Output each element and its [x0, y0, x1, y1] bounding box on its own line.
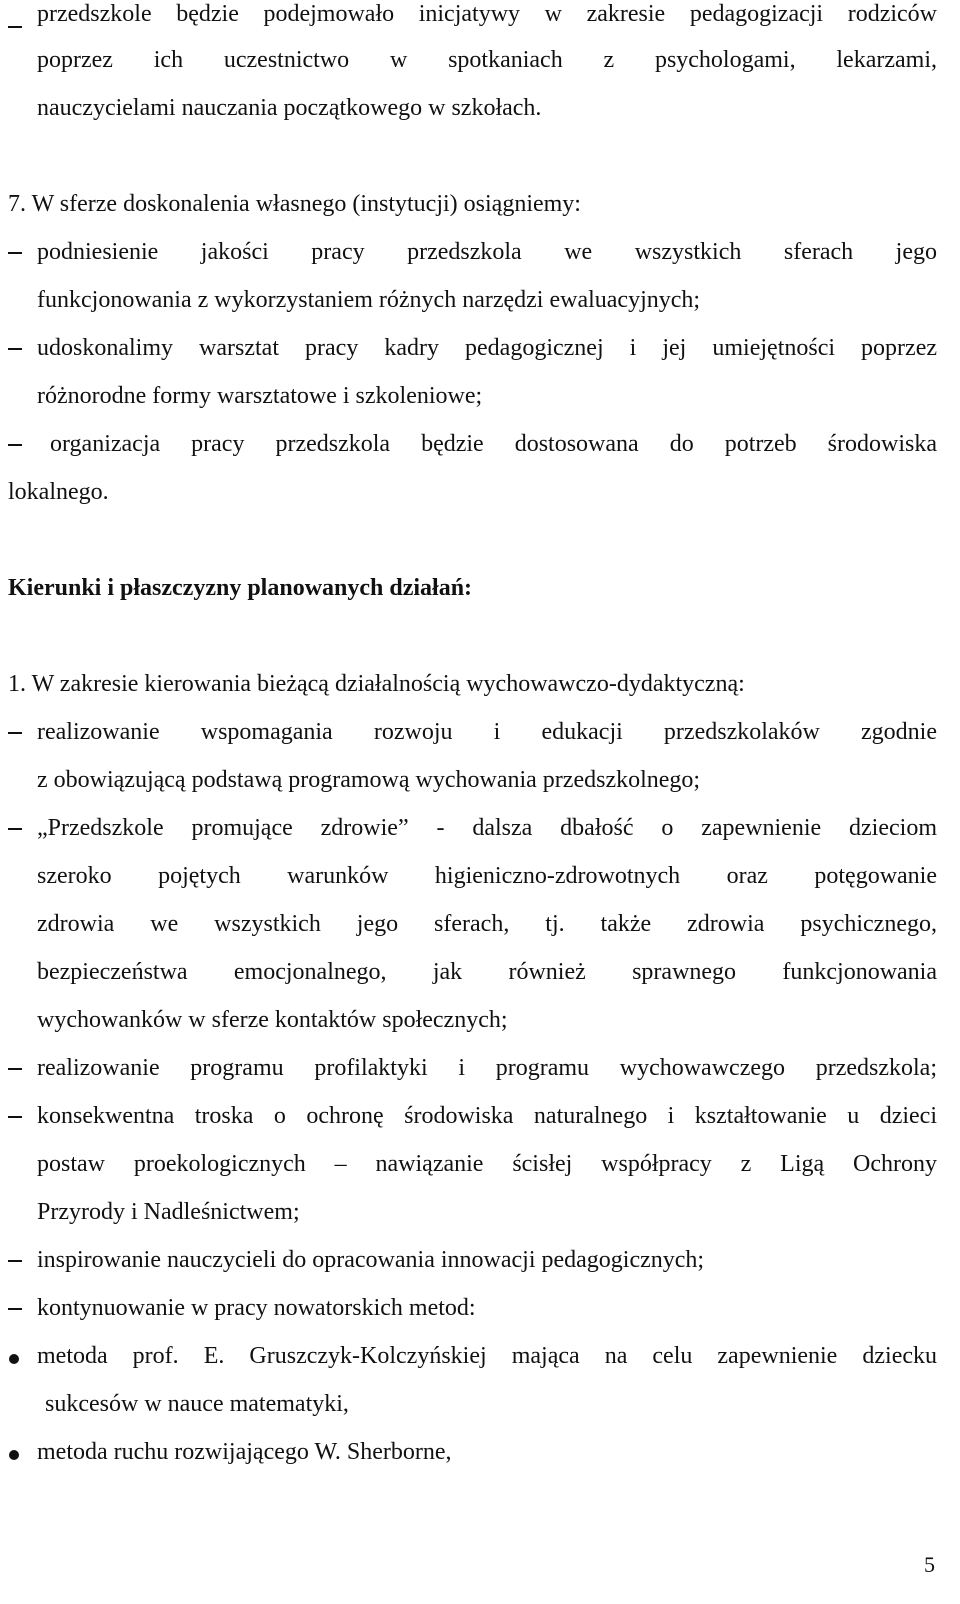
text-line: zdrowia we wszystkich jego sferach, tj. także zdrowia psychicznego,: [37, 911, 937, 937]
text-line: z obowiązującą podstawą programową wychowania przedszkolnego;: [37, 767, 701, 793]
text-line: podniesienie jakości pracy przedszkola we wszystkich sferach jego: [37, 239, 937, 265]
list-dash: [8, 1260, 22, 1262]
text-line: realizowanie programu profilaktyki i programu wychowawczego przedszkola;: [37, 1055, 937, 1081]
text-line: metoda prof. E. Gruszczyk-Kolczyńskiej mająca na celu zapewnienie dziecku: [37, 1343, 937, 1369]
list-bullet: [9, 1354, 19, 1364]
page-number: 5: [924, 1552, 935, 1577]
text-line: organizacja pracy przedszkola będzie dostosowana do potrzeb środowiska: [50, 431, 937, 457]
list-dash: [8, 1308, 22, 1310]
text-line: poprzez ich uczestnictwo w spotkaniach z psychologami, lekarzami,: [37, 47, 937, 73]
text-line: Przyrody i Nadleśnictwem;: [37, 1199, 300, 1225]
text-line: szeroko pojętych warunków higieniczno-zdrowotnych oraz potęgowanie: [37, 863, 937, 889]
list-dash: [8, 26, 22, 28]
section-heading: 7. W sferze doskonalenia własnego (instytucji) osiągniemy:: [8, 191, 581, 217]
text-line: bezpieczeństwa emocjonalnego, jak również sprawnego funkcjonowania: [37, 959, 937, 985]
text-line: realizowanie wspomagania rozwoju i edukacji przedszkolaków zgodnie: [37, 719, 937, 745]
text-line: udoskonalimy warsztat pracy kadry pedagogicznej i jej umiejętności poprzez: [37, 335, 937, 361]
text-line: przedszkole będzie podejmowało inicjatywy w zakresie pedagogizacji rodziców: [37, 1, 937, 27]
text-line: wychowanków w sferze kontaktów społecznych;: [37, 1007, 508, 1033]
text-line: metoda ruchu rozwijającego W. Sherborne,: [37, 1439, 452, 1465]
section-title: Kierunki i płaszczyzny planowanych działań:: [8, 575, 473, 601]
text-line: konsekwentna troska o ochronę środowiska naturalnego i kształtowanie u dzieci: [37, 1103, 937, 1129]
text-line: funkcjonowania z wykorzystaniem różnych narzędzi ewaluacyjnych;: [37, 287, 701, 313]
list-dash: [8, 828, 22, 830]
list-dash: [8, 444, 22, 446]
text-line: różnorodne formy warsztatowe i szkoleniowe;: [37, 383, 483, 409]
list-dash: [8, 252, 22, 254]
text-line: kontynuowanie w pracy nowatorskich metod:: [37, 1295, 476, 1321]
text-line: „Przedszkole promujące zdrowie” - dalsza dbałość o zapewnienie dzieciom: [37, 815, 937, 841]
text-line: sukcesów w nauce matematyki,: [45, 1391, 349, 1417]
text-line: lokalnego.: [8, 479, 109, 505]
list-dash: [8, 1116, 22, 1118]
text-line: inspirowanie nauczycieli do opracowania innowacji pedagogicznych;: [37, 1247, 705, 1273]
text-line: nauczycielami nauczania początkowego w szkołach.: [37, 95, 542, 121]
list-dash: [8, 732, 22, 734]
list-dash: [8, 348, 22, 350]
list-bullet: [9, 1450, 19, 1460]
text-line: postaw proekologicznych – nawiązanie ścisłej współpracy z Ligą Ochrony: [37, 1151, 937, 1177]
list-dash: [8, 1068, 22, 1070]
section-heading: 1. W zakresie kierowania bieżącą działalnością wychowawczo-dydaktyczną:: [8, 671, 745, 697]
